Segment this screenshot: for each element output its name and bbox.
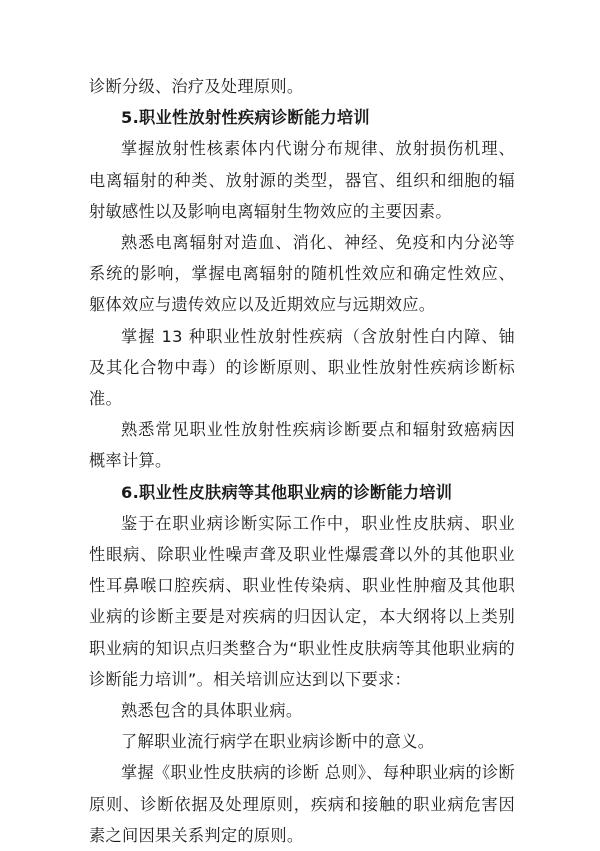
section-heading-5: 5.职业性放射性疾病诊断能力培训 [121, 108, 370, 128]
body-text [89, 71, 515, 851]
paragraph-epidemiology: 了解职业流行病学在职业病诊断中的意义。 [121, 732, 435, 752]
section-heading-6: 6.职业性皮肤病等其他职业病的诊断能力培训 [121, 482, 453, 502]
paragraph-other-diseases: 鉴于在职业病诊断实际工作中，职业性皮肤病、职业性眼病、除职业性噪声聋及职业性爆震聋以外的其他职业性耳鼻喉口腔疾病、职业性传染病、职业性肿瘤及其他职业病的诊断主要是对疾病的归因认定，本大纲将以上类别职业病的知识点归类整合为“职业性皮肤病等其他职业病的诊断能力培训”。相关培训应达到以下要求： [89, 513, 515, 689]
paragraph-continuation: 诊断分级、治疗及处理原则。 [89, 77, 304, 96]
paragraph-radiation-effects: 熟悉电离辐射对造血、消化、神经、免疫和内分泌等系统的影响，掌握电离辐射的随机性效应和确定性效应、躯体效应与遗传效应以及近期效应与远期效应。 [89, 233, 515, 315]
paragraph-radiation-cancer: 熟悉常见职业性放射性疾病诊断要点和辐射致癌病因概率计算。 [89, 420, 515, 471]
paragraph-specific-diseases: 熟悉包含的具体职业病。 [121, 701, 303, 721]
paragraph-skin-disease-principles: 掌握《职业性皮肤病的诊断 总则》、每种职业病的诊断原则、诊断依据及处理原则，疾病和接触的职业病危害因素之间因果关系判定的原则。 [89, 763, 515, 845]
paragraph-radiation-diseases: 掌握 13 种职业性放射性疾病（含放射性白内障、铀及其化合物中毒）的诊断原则、职业性放射性疾病诊断标准。 [89, 326, 515, 409]
paragraph-radiation-mastery: 掌握放射性核素体内代谢分布规律、放射损伤机理、电离辐射的种类、放射源的类型，器官、组织和细胞的辐射敏感性以及影响电离辐射生物效应的主要因素。 [89, 139, 515, 221]
